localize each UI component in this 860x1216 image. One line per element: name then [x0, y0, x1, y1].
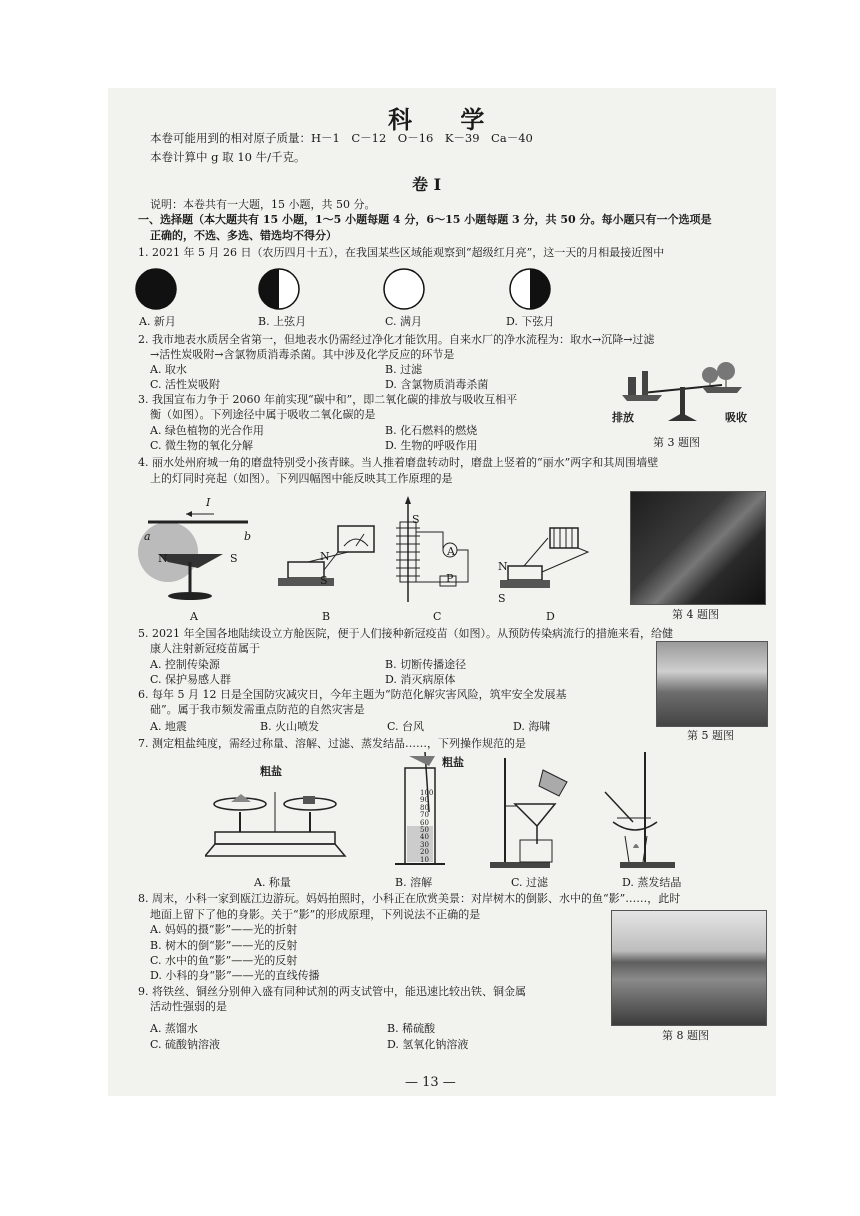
q3-stem-cont: 衡（如图）。下列途径中属于吸收二氧化碳的是 — [150, 408, 376, 421]
page-title: 科 学 — [388, 105, 505, 134]
q5-option-c: C. 保护易感人群 — [150, 673, 232, 686]
q5-stem: 5. 2021 年全国各地陆续设立方舱医院，便于人们接种新冠疫苗（如图）。从预防传染病流行的措施来看，给健 — [138, 627, 673, 640]
q8-option-d: D. 小科的身“影”——光的直线传播 — [150, 969, 320, 982]
q8-caption: 第 8 题图 — [662, 1029, 709, 1042]
full-moon-icon — [384, 269, 424, 309]
label-s-d: S — [498, 592, 506, 605]
q2-option-c: C. 活性炭吸附 — [150, 378, 221, 391]
q2-option-b: B. 过滤 — [385, 363, 423, 376]
gravity-note: 本卷计算中 g 取 10 牛/千克。 — [150, 150, 306, 164]
q1-option-d: D. 下弦月 — [506, 315, 555, 328]
q9-stem: 9. 将铁丝、铜丝分别伸入盛有同种试剂的两支试管中，能迅速比较出铁、铜金属 — [138, 985, 526, 998]
part-heading-cont: 正确的，不选、多选、错选均不得分） — [150, 229, 337, 242]
q7-option-d: D. 蒸发结晶 — [622, 876, 682, 889]
q7-salt-label-a: 粗盐 — [260, 765, 282, 778]
q7-option-c: C. 过滤 — [511, 876, 549, 889]
q1-option-a: A. 新月 — [139, 315, 176, 328]
absorption-label: 吸收 — [725, 411, 747, 424]
q1-option-b: B. 上弦月 — [258, 315, 307, 328]
new-moon-icon — [136, 269, 176, 309]
label-s-b: S — [320, 574, 328, 587]
q8-option-c: C. 水中的鱼“影”——光的反射 — [150, 954, 298, 967]
first-quarter-icon — [259, 269, 299, 309]
label-s-a: S — [230, 552, 238, 565]
q8-option-b: B. 树木的倒“影”——光的反射 — [150, 939, 298, 952]
label-n-d: N — [498, 560, 508, 573]
q5-caption: 第 5 题图 — [687, 729, 734, 742]
section-title: 卷 Ⅰ — [412, 175, 442, 194]
q7-option-a: A. 称量 — [254, 876, 291, 889]
q3-stem: 3. 我国宣布力争于 2060 年前实现“碳中和”，即二氧化碳的排放与吸收互相平 — [138, 393, 518, 406]
q8-option-a: A. 妈妈的摄“影”——光的折射 — [150, 923, 298, 936]
q4-option-b: B — [322, 610, 331, 623]
q9-option-a: A. 蒸馏水 — [150, 1022, 198, 1035]
q1-stem: 1. 2021 年 5 月 26 日（农历四月十五），在我国某些区域能观察到“超级红月亮”，这一天的月相最接近图中 — [138, 246, 665, 259]
q2-stem: 2. 我市地表水质居全省第一，但地表水仍需经过净化才能饮用。自来水厂的净水流程为：取水→沉降→过滤 — [138, 333, 655, 346]
q3-option-d: D. 生物的呼吸作用 — [385, 439, 478, 452]
filtration-figure — [490, 758, 567, 868]
label-n-b: N — [320, 550, 330, 563]
label-s-c: S — [412, 513, 420, 526]
q4-circuit-diagrams — [128, 492, 628, 608]
q3-option-c: C. 微生物的氧化分解 — [150, 439, 254, 452]
label-a-end: a — [144, 530, 151, 543]
atomic-masses: 本卷可能用到的相对原子质量：H－1 C－12 O－16 K－39 Ca－40 — [150, 131, 533, 145]
page-number: — 13 — — [405, 1075, 456, 1090]
q8-stem: 8. 周末，小科一家到瓯江边游玩。妈妈拍照时，小科正在欣赏美景：对岸树木的倒影、水中的鱼“影”……，此时 — [138, 892, 681, 905]
q6-option-b: B. 火山喷发 — [260, 720, 320, 733]
q4-option-d: D — [546, 610, 555, 623]
q1-option-c: C. 满月 — [385, 315, 423, 328]
q8-riverside-photo — [611, 910, 767, 1026]
q7-salt-label-b: 粗盐 — [442, 756, 464, 769]
label-current: I — [206, 496, 211, 509]
label-rheostat: P — [446, 572, 454, 585]
part-heading: 一、选择题（本大题共有 15 小题，1～5 小题每题 4 分，6～15 小题每题 3 分，共 50 分。每小题只有一个选项是 — [138, 213, 712, 226]
q9-stem-cont: 活动性强弱的是 — [150, 1000, 227, 1013]
q4-stem: 4. 丽水处州府城一角的磨盘特别受小孩青睐。当人推着磨盘转动时，磨盘上竖着的“丽水”两字和其周围墙壁 — [138, 456, 659, 469]
q4-option-a: A — [190, 610, 198, 623]
q5-option-b: B. 切断传播途径 — [385, 658, 467, 671]
q6-stem: 6. 每年 5 月 12 日是全国防灾减灾日，今年主题为“防范化解灾害风险，筑牢安全发展基 — [138, 688, 567, 701]
q2-option-a: A. 取水 — [150, 363, 187, 376]
label-n-a: N — [158, 552, 168, 565]
q7-option-b: B. 溶解 — [395, 876, 433, 889]
q4-option-c: C — [433, 610, 442, 623]
q7-stem: 7. 测定粗盐纯度，需经过称量、溶解、过滤、蒸发结晶……，下列操作规范的是 — [138, 737, 526, 750]
diagram-d-motor — [500, 528, 588, 588]
q4-millstone-photo — [630, 491, 766, 605]
q1-moon-phases — [130, 266, 570, 314]
evaporation-figure — [605, 752, 675, 868]
q5-stem-cont: 康人注射新冠疫苗属于 — [150, 642, 260, 655]
q6-option-a: A. 地震 — [150, 720, 187, 733]
q2-stem-cont: →活性炭吸附→含氯物质消毒杀菌。其中涉及化学反应的环节是 — [150, 348, 455, 361]
q5-option-d: D. 消灭病原体 — [385, 673, 456, 686]
q5-option-a: A. 控制传染源 — [150, 658, 220, 671]
label-ammeter: A — [447, 545, 455, 558]
q6-option-c: C. 台风 — [387, 720, 425, 733]
q6-option-d: D. 海啸 — [513, 720, 551, 733]
q6-stem-cont: 础”。属于我市频发需重点防范的自然灾害是 — [150, 703, 365, 716]
q2-option-d: D. 含氯物质消毒杀菌 — [385, 378, 489, 391]
balance-figure — [205, 792, 345, 856]
q9-option-b: B. 稀硫酸 — [387, 1022, 436, 1035]
q3-option-b: B. 化石燃料的燃烧 — [385, 424, 478, 437]
q3-option-a: A. 绿色植物的光合作用 — [150, 424, 264, 437]
q9-option-c: C. 硫酸钠溶液 — [150, 1038, 221, 1051]
section-note: 说明：本卷共有一大题，15 小题，共 50 分。 — [150, 198, 376, 211]
q4-caption: 第 4 题图 — [672, 608, 719, 621]
q5-vaccination-photo — [656, 641, 768, 727]
q8-stem-cont: 地面上留下了他的身影。关于“影”的形成原理，下列说法不正确的是 — [150, 908, 481, 921]
emission-label: 排放 — [612, 411, 634, 424]
q4-stem-cont: 上的灯同时亮起（如图）。下列四幅图中能反映其工作原理的是 — [150, 472, 453, 485]
diagram-c-electromagnet — [396, 496, 468, 602]
q3-caption: 第 3 题图 — [653, 436, 700, 449]
last-quarter-icon — [510, 269, 550, 309]
label-b-end: b — [244, 530, 252, 543]
q9-option-d: D. 氢氧化钠溶液 — [387, 1038, 469, 1051]
cylinder-scale: 100 90 80 70 60 50 40 30 20 10 — [420, 789, 434, 864]
